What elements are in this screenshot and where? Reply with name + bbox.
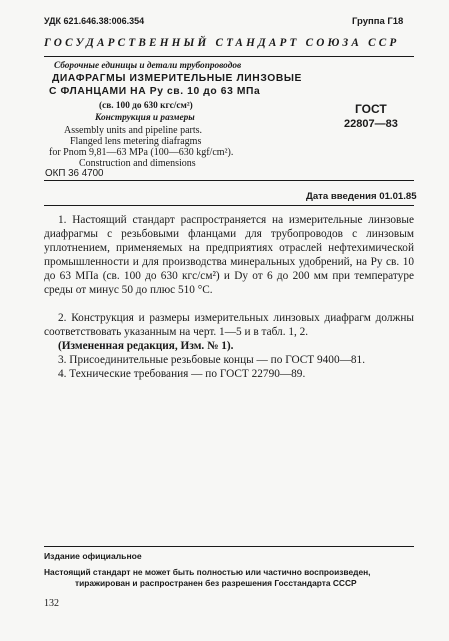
udk-code: УДК 621.646.38:006.354 (44, 16, 145, 26)
title-ru-line2: ДИАФРАГМЫ ИЗМЕРИТЕЛЬНЫЕ ЛИНЗОВЫЕ (52, 73, 303, 84)
state-standard-heading: ГОСУДАРСТВЕННЫЙ СТАНДАРТ СОЮЗА ССР (44, 37, 400, 49)
group-code: Группа Г18 (352, 16, 404, 27)
header-divider (44, 56, 414, 57)
paragraph-1: 1. Настоящий стандарт распространяется на измерительные линзовые диафрагмы с резьбовыми фланцами для трубопроводов с линзовым уплотнением, применяемых на предприятиях отраслей нефтехимической промышленности и для производства минеральных удобрений, на Pу св. 10 до 63 МПа (св. 100 до 630 кгс/см²) и Dу от 6 до 200 мм при температуре среды от минус 50 до плюс 510 °С. (44, 214, 414, 296)
page-number: 132 (44, 598, 59, 609)
okp-code: ОКП 36 4700 (45, 168, 104, 179)
official-edition-label: Издание официальное (44, 551, 142, 561)
copyright-notice-line2: тиражирован и распространен без разрешения Госстандарта СССР (75, 578, 357, 588)
amendment-note: (Измененная редакция, Изм. № 1). (58, 340, 234, 352)
title-en-line2: Flanged lens metering diafragms (70, 136, 202, 147)
date-divider (44, 205, 414, 206)
paragraph-4: 4. Технические требования — по ГОСТ 22790—89. (58, 368, 306, 380)
paragraph-3: 3. Присоединительные резьбовые концы — по ГОСТ 9400—81. (58, 354, 366, 366)
title-block-divider (44, 180, 414, 181)
paragraph-2: 2. Конструкция и размеры измерительных линзовых диафрагм должны соответствовать указанным на черт. 1—5 и в табл. 1, 2. (44, 312, 414, 338)
gost-label: ГОСТ (355, 102, 387, 116)
title-ru-line3: С ФЛАНЦАМИ НА Pу св. 10 до 63 МПа (49, 86, 261, 97)
footer-divider (44, 546, 414, 547)
title-en-line1: Assembly units and pipeline parts. (64, 125, 203, 136)
introduction-date: Дата введения 01.01.85 (306, 191, 417, 202)
title-ru-line5: Конструкция и размеры (95, 113, 195, 123)
title-en-line3: for Pnom 9,81—63 MPa (100—630 kgf/cm²). (49, 147, 234, 158)
gost-number: 22807—83 (344, 118, 398, 130)
title-ru-line1: Сборочные единицы и детали трубопроводов (54, 61, 242, 71)
copyright-notice-line1: Настоящий стандарт не может быть полностью или частично воспроизведен, (44, 567, 371, 577)
title-ru-line4: (св. 100 до 630 кгс/см²) (99, 101, 193, 111)
title-en-line4: Construction and dimensions (79, 158, 196, 169)
